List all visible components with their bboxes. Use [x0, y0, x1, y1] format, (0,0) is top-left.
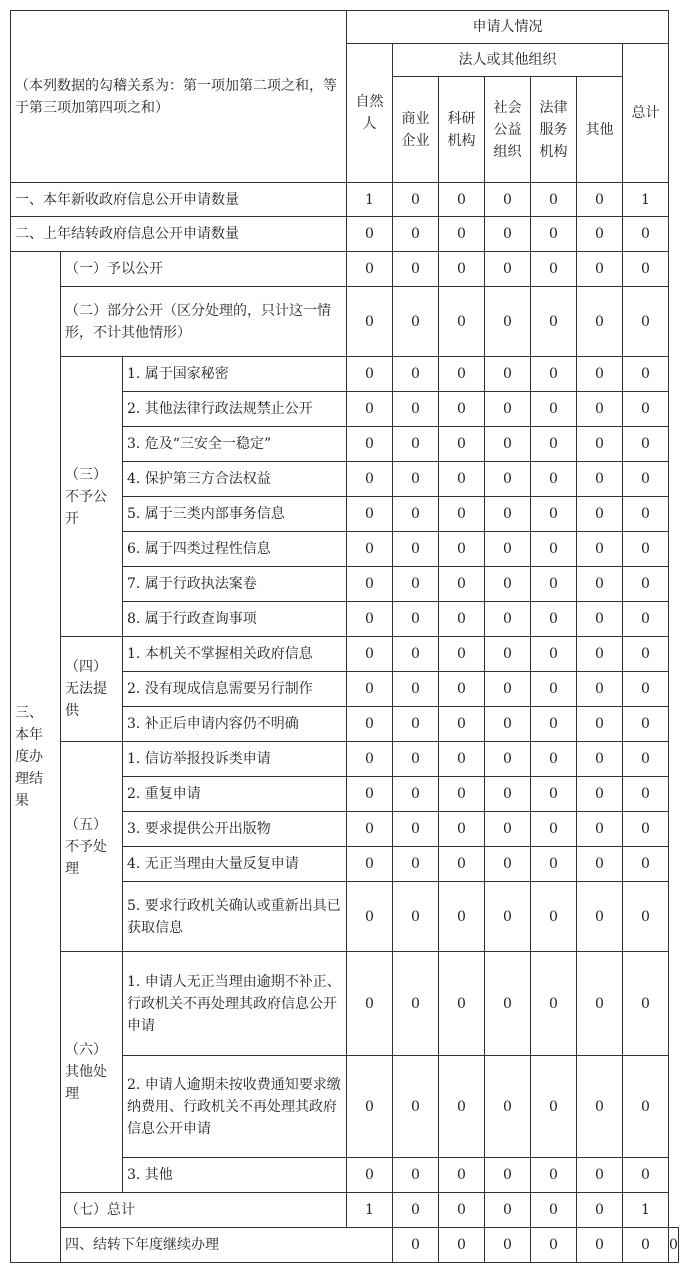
value-cell: 0 — [623, 462, 669, 497]
value-cell: 0 — [577, 602, 623, 637]
column-note: （本列数据的勾稽关系为：第一项加第二项之和，等于第三项加第四项之和） — [11, 11, 347, 183]
value-cell: 1 — [623, 183, 669, 217]
row-label: 二、上年结转政府信息公开申请数量 — [11, 217, 347, 252]
value-cell: 0 — [485, 1056, 531, 1158]
value-cell: 0 — [347, 1158, 393, 1193]
item-label: 1. 属于国家秘密 — [123, 357, 347, 392]
value-cell: 0 — [347, 602, 393, 637]
business-header: 商业企业 — [393, 77, 439, 183]
value-cell: 0 — [439, 1056, 485, 1158]
value-cell: 0 — [439, 392, 485, 427]
value-cell: 0 — [485, 742, 531, 777]
table-row — [11, 1193, 679, 1228]
value-cell: 0 — [577, 1193, 623, 1228]
value-cell: 0 — [577, 217, 623, 252]
value-cell: 0 — [531, 217, 577, 252]
value-cell: 0 — [531, 847, 577, 882]
value-cell: 0 — [347, 357, 393, 392]
value-cell: 0 — [531, 952, 577, 1056]
value-cell: 0 — [623, 1056, 669, 1158]
value-cell: 0 — [623, 532, 669, 567]
value-cell: 0 — [577, 497, 623, 532]
value-cell: 0 — [485, 217, 531, 252]
value-cell: 0 — [347, 532, 393, 567]
item-label: 2. 其他法律行政法规禁止公开 — [123, 392, 347, 427]
value-cell: 0 — [623, 287, 669, 357]
table-row — [11, 252, 679, 287]
value-cell: 0 — [393, 602, 439, 637]
value-cell: 0 — [531, 497, 577, 532]
value-cell: 0 — [393, 497, 439, 532]
value-cell: 0 — [393, 742, 439, 777]
value-cell: 0 — [623, 812, 669, 847]
item-label: 1. 申请人无正当理由逾期不补正、行政机关不再处理其政府信息公开申请 — [123, 952, 347, 1056]
value-cell: 0 — [577, 707, 623, 742]
value-cell: 0 — [347, 497, 393, 532]
value-cell: 0 — [623, 707, 669, 742]
group-label: （五）不予处理 — [61, 742, 123, 952]
item-label: 1. 信访举报投诉类申请 — [123, 742, 347, 777]
value-cell: 0 — [485, 497, 531, 532]
value-cell: 0 — [347, 707, 393, 742]
value-cell: 0 — [623, 497, 669, 532]
value-cell: 0 — [439, 1158, 485, 1193]
value-cell: 0 — [485, 287, 531, 357]
item-label: 4. 保护第三方合法权益 — [123, 462, 347, 497]
value-cell: 0 — [531, 1193, 577, 1228]
value-cell: 0 — [485, 252, 531, 287]
value-cell: 0 — [623, 847, 669, 882]
table-row — [11, 217, 679, 252]
value-cell: 0 — [439, 567, 485, 602]
value-cell: 0 — [577, 567, 623, 602]
value-cell: 0 — [577, 1228, 623, 1263]
value-cell: 0 — [393, 847, 439, 882]
value-cell: 0 — [485, 357, 531, 392]
item-label: 2. 申请人逾期未按收费通知要求缴纳费用、行政机关不再处理其政府信息公开申请 — [123, 1056, 347, 1158]
item-label: 3. 危及“三安全一稳定” — [123, 427, 347, 462]
value-cell: 0 — [577, 672, 623, 707]
value-cell: 0 — [577, 812, 623, 847]
item-label: 2. 重复申请 — [123, 777, 347, 812]
row-label: 四、结转下年度继续办理 — [61, 1228, 393, 1263]
value-cell: 0 — [531, 742, 577, 777]
value-cell: 0 — [531, 637, 577, 672]
value-cell: 0 — [485, 707, 531, 742]
value-cell: 0 — [347, 672, 393, 707]
value-cell: 0 — [623, 217, 669, 252]
value-cell: 0 — [485, 462, 531, 497]
value-cell: 1 — [623, 1193, 669, 1228]
value-cell: 0 — [439, 742, 485, 777]
value-cell: 0 — [393, 812, 439, 847]
value-cell: 0 — [393, 637, 439, 672]
value-cell: 0 — [623, 427, 669, 462]
value-cell: 0 — [347, 462, 393, 497]
value-cell: 0 — [531, 183, 577, 217]
value-cell: 0 — [485, 427, 531, 462]
value-cell: 0 — [485, 882, 531, 952]
value-cell: 0 — [531, 252, 577, 287]
value-cell: 0 — [439, 532, 485, 567]
value-cell: 0 — [623, 882, 669, 952]
value-cell: 0 — [531, 812, 577, 847]
value-cell: 0 — [577, 462, 623, 497]
value-cell: 0 — [623, 952, 669, 1056]
table-row — [11, 183, 679, 217]
value-cell: 0 — [577, 952, 623, 1056]
item-label: 8. 属于行政查询事项 — [123, 602, 347, 637]
value-cell: 0 — [439, 183, 485, 217]
value-cell: 0 — [347, 567, 393, 602]
value-cell: 0 — [485, 602, 531, 637]
value-cell: 0 — [485, 952, 531, 1056]
value-cell: 0 — [439, 252, 485, 287]
value-cell: 0 — [485, 812, 531, 847]
value-cell: 0 — [577, 427, 623, 462]
value-cell: 0 — [393, 462, 439, 497]
value-cell: 0 — [531, 672, 577, 707]
value-cell: 0 — [393, 183, 439, 217]
value-cell: 0 — [577, 637, 623, 672]
value-cell: 0 — [531, 882, 577, 952]
research-header: 科研机构 — [439, 77, 485, 183]
value-cell: 0 — [577, 1158, 623, 1193]
value-cell: 0 — [439, 1228, 485, 1263]
value-cell: 0 — [347, 217, 393, 252]
value-cell: 0 — [485, 847, 531, 882]
value-cell: 0 — [347, 1056, 393, 1158]
value-cell: 0 — [485, 1193, 531, 1228]
value-cell: 0 — [531, 1228, 577, 1263]
value-cell: 0 — [393, 427, 439, 462]
value-cell: 0 — [577, 847, 623, 882]
value-cell: 0 — [347, 287, 393, 357]
legal-service-header: 法律服务机构 — [531, 77, 577, 183]
value-cell: 0 — [439, 217, 485, 252]
value-cell: 0 — [439, 952, 485, 1056]
value-cell: 0 — [439, 882, 485, 952]
value-cell: 0 — [439, 812, 485, 847]
table-row — [11, 952, 679, 1056]
value-cell: 0 — [623, 252, 669, 287]
item-label: 5. 属于三类内部事务信息 — [123, 497, 347, 532]
value-cell: 0 — [393, 777, 439, 812]
value-cell: 0 — [577, 252, 623, 287]
value-cell: 0 — [577, 357, 623, 392]
value-cell: 0 — [485, 183, 531, 217]
value-cell: 0 — [623, 637, 669, 672]
value-cell: 0 — [485, 777, 531, 812]
value-cell: 0 — [485, 532, 531, 567]
row-label: 一、本年新收政府信息公开申请数量 — [11, 183, 347, 217]
value-cell: 0 — [393, 567, 439, 602]
section-label: 三、本年度办理结果 — [11, 252, 61, 1263]
value-cell: 0 — [347, 847, 393, 882]
table-row — [11, 357, 679, 392]
value-cell: 0 — [393, 672, 439, 707]
item-label: 6. 属于四类过程性信息 — [123, 532, 347, 567]
value-cell: 0 — [531, 602, 577, 637]
value-cell: 0 — [577, 777, 623, 812]
natural-person-header: 自然人 — [347, 44, 393, 183]
group-label: （六）其他处理 — [61, 952, 123, 1193]
value-cell: 0 — [347, 812, 393, 847]
value-cell: 0 — [623, 1158, 669, 1193]
value-cell: 0 — [393, 1228, 439, 1263]
value-cell: 0 — [531, 707, 577, 742]
value-cell: 0 — [485, 672, 531, 707]
group-label: （三）不予公开 — [61, 357, 123, 637]
value-cell: 0 — [347, 742, 393, 777]
table-row — [11, 1228, 679, 1263]
applicant-situation-header: 申请人情况 — [347, 11, 669, 44]
value-cell: 0 — [393, 1158, 439, 1193]
value-cell: 0 — [439, 427, 485, 462]
value-cell: 0 — [623, 672, 669, 707]
item-label: 5. 要求行政机关确认或重新出具已获取信息 — [123, 882, 347, 952]
value-cell: 0 — [439, 707, 485, 742]
item-label: 3. 要求提供公开出版物 — [123, 812, 347, 847]
value-cell: 0 — [347, 252, 393, 287]
value-cell: 0 — [485, 1158, 531, 1193]
value-cell: 0 — [669, 1228, 679, 1263]
value-cell: 0 — [623, 392, 669, 427]
item-label: 4. 无正当理由大量反复申请 — [123, 847, 347, 882]
value-cell: 0 — [439, 357, 485, 392]
value-cell: 0 — [531, 392, 577, 427]
value-cell: 0 — [393, 952, 439, 1056]
value-cell: 0 — [439, 497, 485, 532]
value-cell: 0 — [531, 1056, 577, 1158]
value-cell: 0 — [531, 567, 577, 602]
value-cell: 0 — [531, 777, 577, 812]
value-cell: 0 — [577, 882, 623, 952]
item-label: 3. 补正后申请内容仍不明确 — [123, 707, 347, 742]
item-label: 3. 其他 — [123, 1158, 347, 1193]
value-cell: 0 — [623, 602, 669, 637]
value-cell: 0 — [439, 672, 485, 707]
value-cell: 0 — [347, 637, 393, 672]
value-cell: 0 — [531, 462, 577, 497]
value-cell: 0 — [439, 602, 485, 637]
value-cell: 0 — [439, 777, 485, 812]
value-cell: 0 — [393, 252, 439, 287]
value-cell: 0 — [439, 637, 485, 672]
value-cell: 0 — [531, 532, 577, 567]
value-cell: 0 — [531, 357, 577, 392]
total-header: 总计 — [623, 44, 669, 183]
value-cell: 0 — [485, 637, 531, 672]
value-cell: 0 — [577, 183, 623, 217]
value-cell: 0 — [393, 392, 439, 427]
value-cell: 0 — [393, 357, 439, 392]
value-cell: 0 — [485, 567, 531, 602]
value-cell: 0 — [393, 532, 439, 567]
value-cell: 0 — [347, 777, 393, 812]
value-cell: 0 — [439, 1193, 485, 1228]
row-label: （七）总计 — [61, 1193, 347, 1228]
other-header: 其他 — [577, 77, 623, 183]
value-cell: 0 — [577, 287, 623, 357]
value-cell: 0 — [577, 532, 623, 567]
value-cell: 0 — [623, 777, 669, 812]
legal-or-other-header: 法人或其他组织 — [393, 44, 623, 77]
row-label: （一）予以公开 — [61, 252, 347, 287]
social-welfare-header: 社会公益组织 — [485, 77, 531, 183]
value-cell: 0 — [623, 567, 669, 602]
value-cell: 0 — [393, 707, 439, 742]
value-cell: 0 — [347, 427, 393, 462]
value-cell: 0 — [623, 742, 669, 777]
item-label: 1. 本机关不掌握相关政府信息 — [123, 637, 347, 672]
table-row — [11, 637, 679, 672]
value-cell: 0 — [439, 462, 485, 497]
value-cell: 0 — [393, 882, 439, 952]
value-cell: 0 — [393, 1193, 439, 1228]
table-row — [11, 287, 679, 357]
value-cell: 0 — [439, 287, 485, 357]
value-cell: 0 — [531, 427, 577, 462]
value-cell: 0 — [347, 952, 393, 1056]
value-cell: 0 — [439, 847, 485, 882]
value-cell: 0 — [485, 392, 531, 427]
value-cell: 0 — [393, 217, 439, 252]
item-label: 7. 属于行政执法案卷 — [123, 567, 347, 602]
value-cell: 0 — [577, 392, 623, 427]
value-cell: 0 — [485, 1228, 531, 1263]
value-cell: 0 — [531, 1158, 577, 1193]
value-cell: 0 — [623, 357, 669, 392]
gov-info-disclosure-table — [10, 10, 679, 1263]
table-row — [11, 742, 679, 777]
value-cell: 0 — [393, 287, 439, 357]
value-cell: 0 — [347, 882, 393, 952]
value-cell: 0 — [393, 1056, 439, 1158]
value-cell: 0 — [531, 287, 577, 357]
item-label: 2. 没有现成信息需要另行制作 — [123, 672, 347, 707]
value-cell: 0 — [577, 742, 623, 777]
value-cell: 0 — [347, 392, 393, 427]
value-cell: 1 — [347, 183, 393, 217]
group-label: （四）无法提供 — [61, 637, 123, 742]
value-cell: 0 — [623, 1228, 669, 1263]
value-cell: 1 — [347, 1193, 393, 1228]
row-label: （二）部分公开（区分处理的，只计这一情形，不计其他情形） — [61, 287, 347, 357]
value-cell: 0 — [577, 1056, 623, 1158]
